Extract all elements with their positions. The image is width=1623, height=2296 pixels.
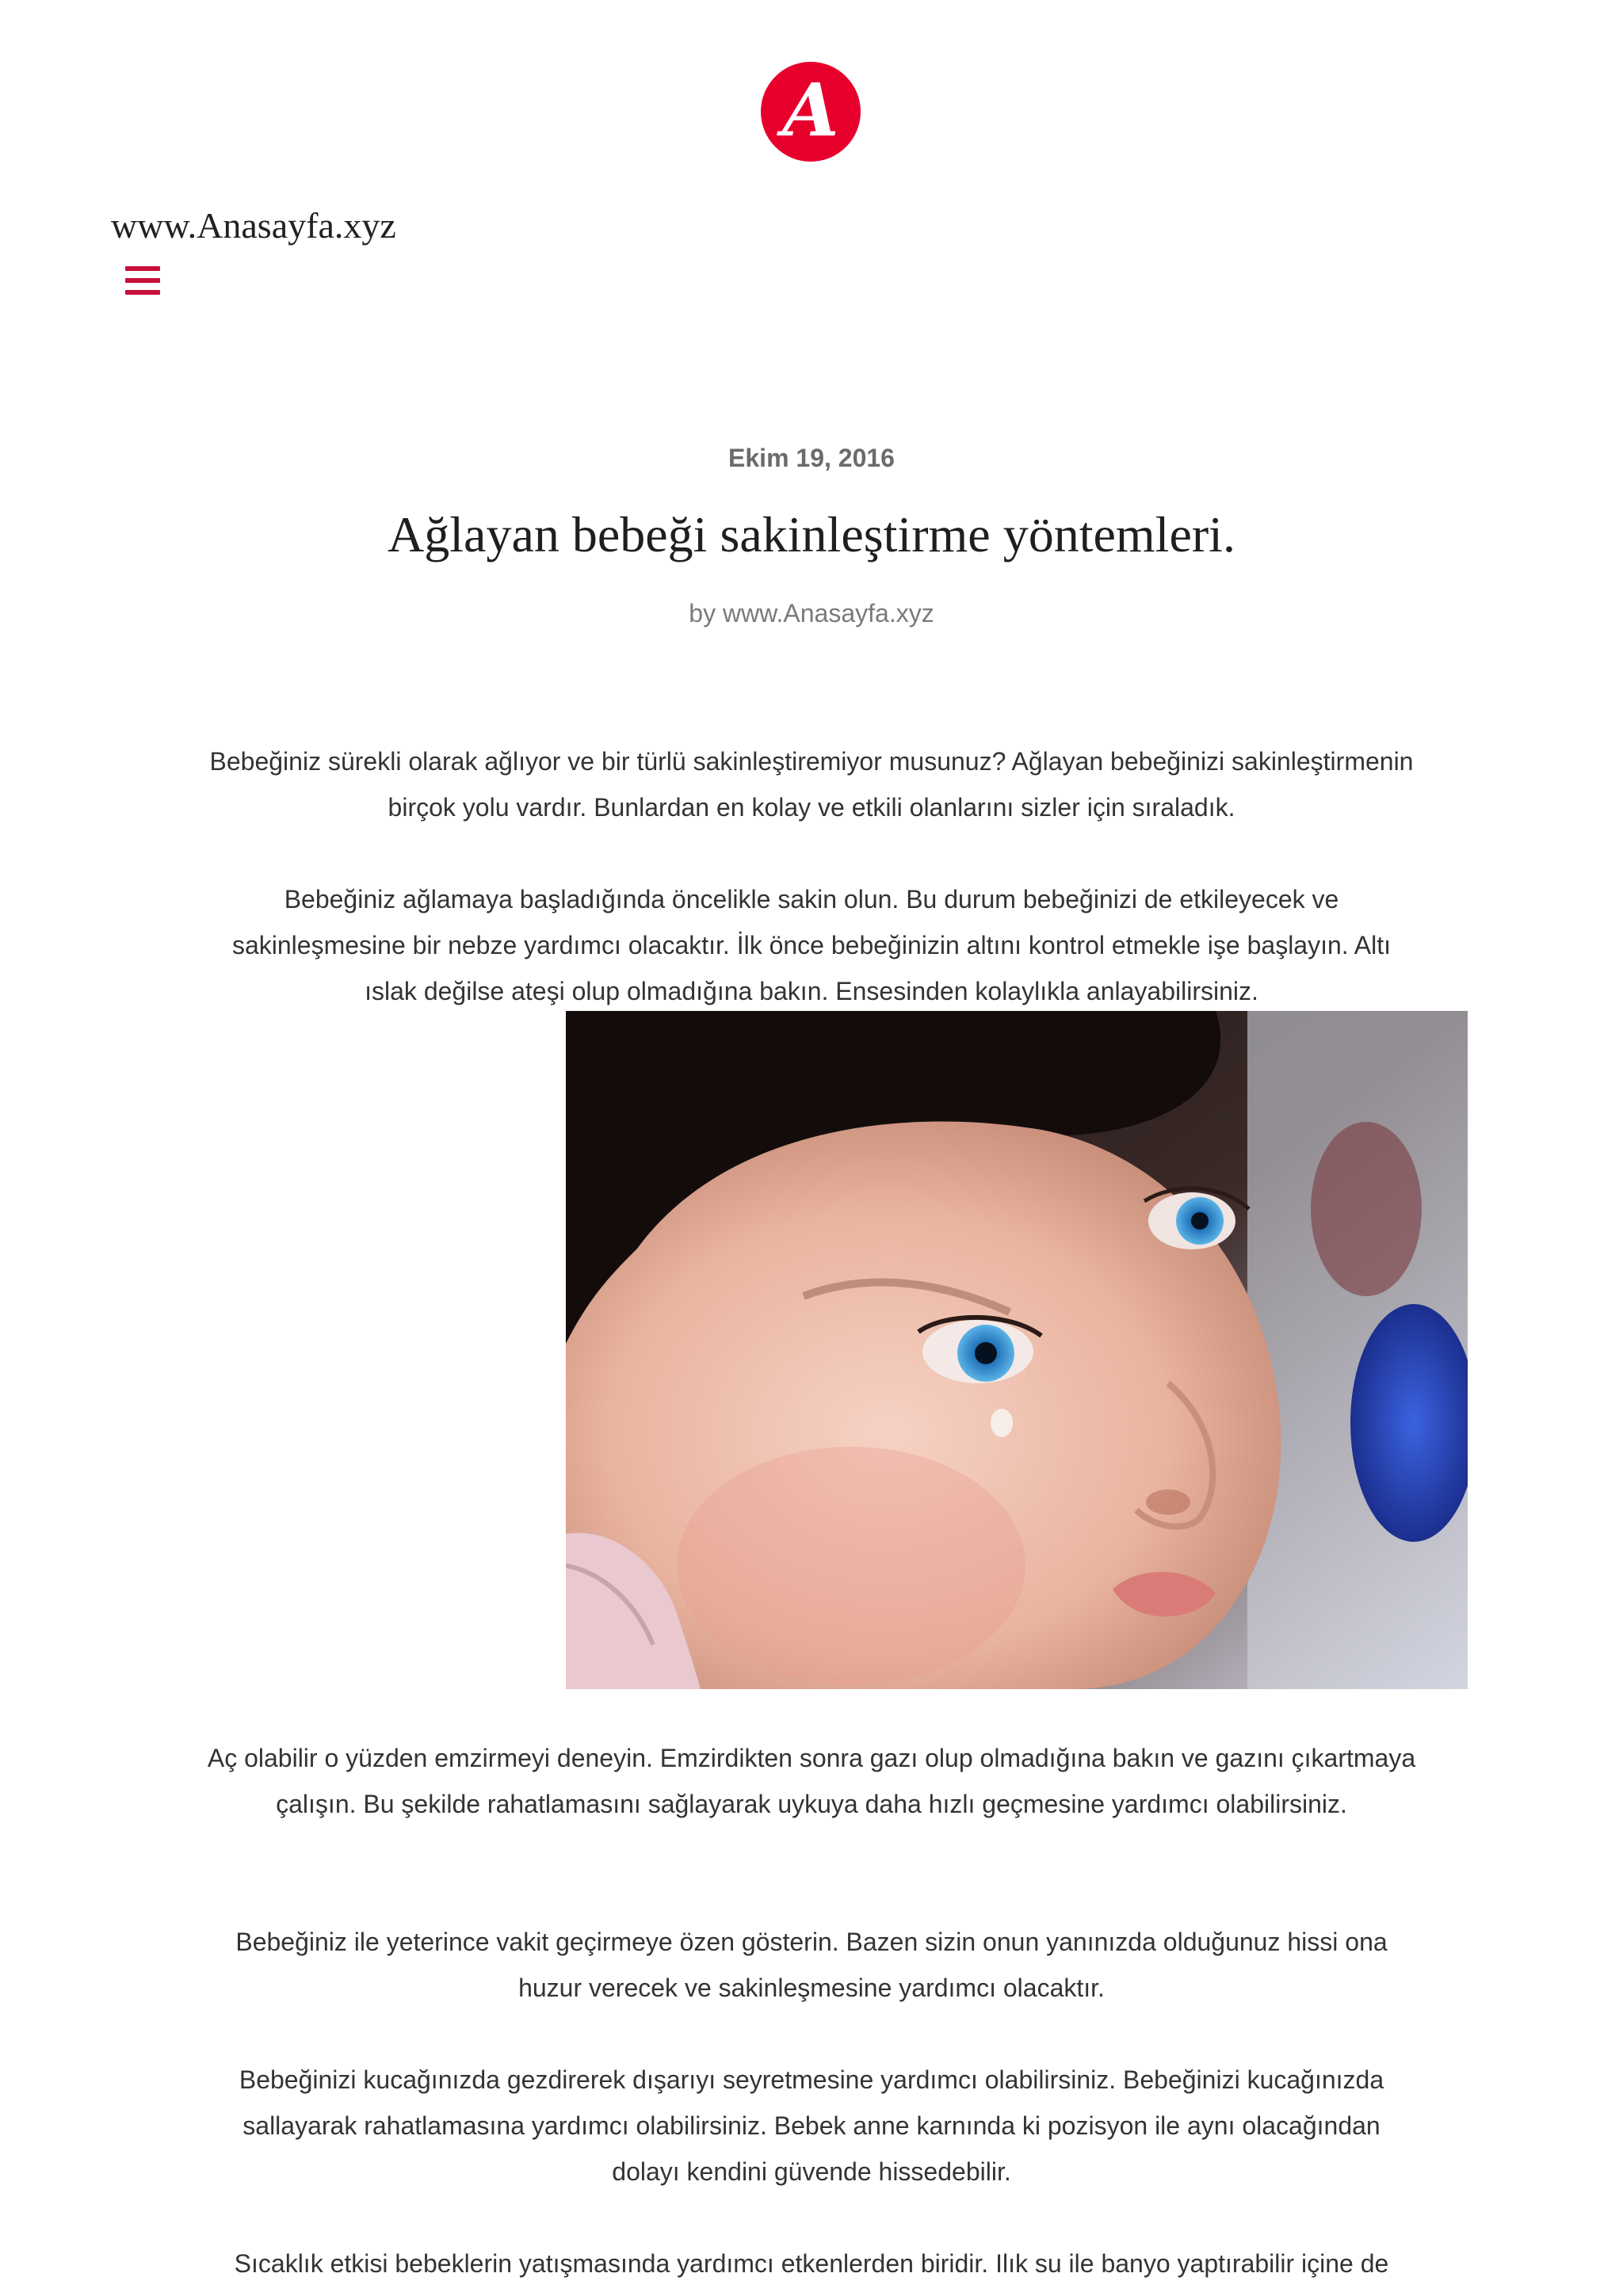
paragraph: Bebeğiniz sürekli olarak ağlıyor ve bir türlü sakinleştiremiyor musunuz? Ağlayan bebeğinizi sakinleştirmenin birçok yolu vardır. Bunlardan en kolay ve etkili olanlarını sizler için sıraladık. bbox=[209, 747, 1414, 822]
post-date: Ekim 19, 2016 bbox=[728, 444, 895, 472]
paragraph: Bebeğiniz ağlamaya başladığında öncelikle sakin olun. Bu durum bebeğinizi de etkileyecek ve sakinleşmesine bir nebze yardımcı olacaktır. İlk önce bebeğinizin altını kontrol etmekle işe başlayın. Altı ıslak değilse ateşi olup olmadığına bakın. Ensesinden kolaylıkla anlayabilirsiniz. bbox=[231, 885, 1392, 1005]
paragraph: Bebeğiniz ile yeterince vakit geçirmeye özen gösterin. Bazen sizin onun yanınızda olduğunuz hissi ona huzur verecek ve sakinleşmesine yardımcı olacaktır. bbox=[235, 1928, 1388, 2002]
site-logo[interactable] bbox=[761, 62, 861, 162]
paragraph: Sıcaklık etkisi bebeklerin yatışmasında yardımcı etkenlerden biridir. Ilık su ile banyo yaptırabilir içine de bbox=[234, 2249, 1389, 2278]
post-byline: by www.Anasayfa.xyz bbox=[689, 599, 934, 627]
site-title-link[interactable]: www.Anasayfa.xyz bbox=[111, 205, 396, 246]
paragraph: Bebeğinizi kucağınızda gezdirerek dışarıyı seyretmesine yardımcı olabilirsiniz. Bebeğinizi kucağınızda sallayarak rahatlamasına yardımcı olabilirsiniz. Bebek anne karnında ki pozisyon ile aynı olacağından dolayı kendini güvende hissedebilir. bbox=[239, 2065, 1384, 2186]
menu-bar bbox=[125, 266, 160, 271]
hamburger-menu-icon[interactable] bbox=[125, 265, 160, 296]
post-title: Ağlayan bebeği sakinleştirme yöntemleri. bbox=[388, 506, 1235, 563]
logo-letter: A bbox=[782, 67, 839, 153]
paragraph: Aç olabilir o yüzden emzirmeyi deneyin. Emzirdikten sonra gazı olup olmadığına bakın ve gazını çıkartmaya çalışın. Bu şekilde rahatlamasını sağlayarak uykuya daha hızlı geçmesine yardımcı olabilirsiniz. bbox=[207, 1744, 1416, 1818]
crying-baby-photo bbox=[566, 1011, 1468, 1689]
menu-bar bbox=[125, 278, 160, 283]
menu-bar bbox=[125, 290, 160, 295]
